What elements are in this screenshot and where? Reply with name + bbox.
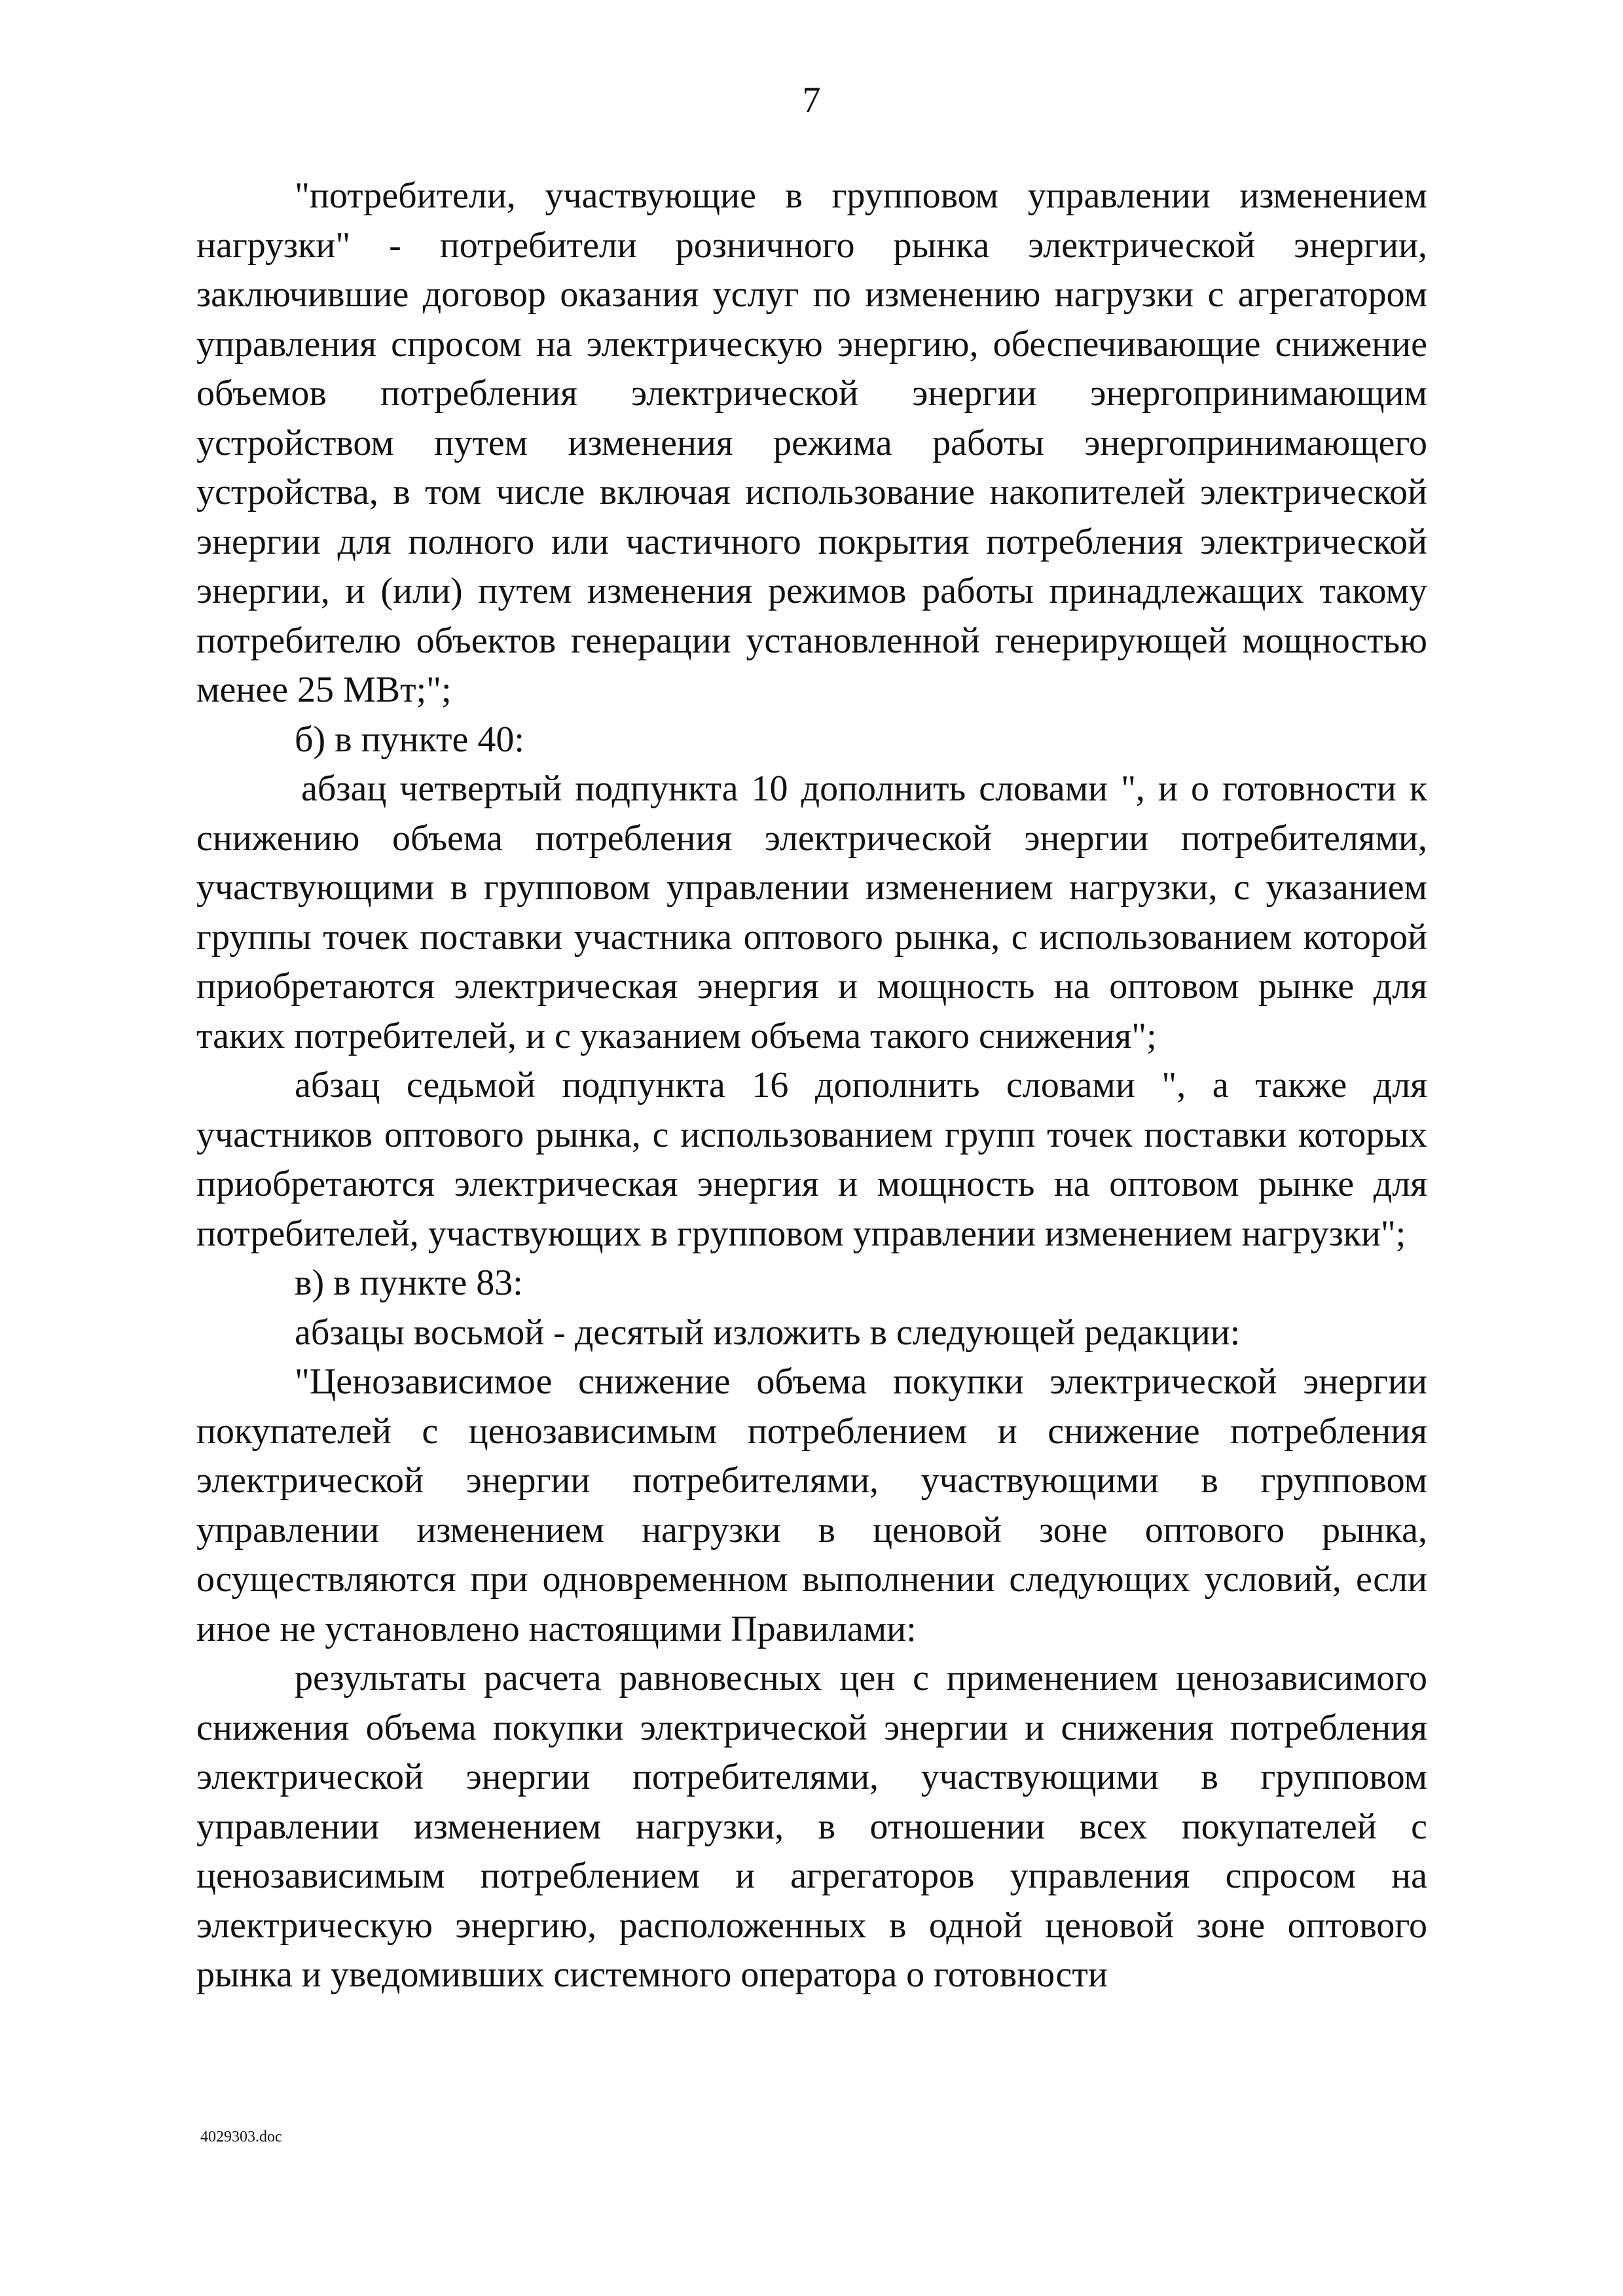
page-number: 7 bbox=[802, 80, 821, 120]
document-file-code: 4029303.doc bbox=[200, 2128, 282, 2145]
paragraph-equilibrium-prices: результаты расчета равновесных цен с применением ценозависимого снижения объема покупки электрической энергии и снижения потребления электрической энергии потребителями, участвующими в групповом управлении изменением нагрузки, в отношении всех покупателей с ценозависимым потреблением и агрегаторов управления спросом на электрическую энергию, расположенных в одной ценовой зоне оптового рынка и уведомивших системного оператора о готовности bbox=[196, 1658, 1427, 1995]
paragraph-subitem-10: абзац четвертый подпункта 10 дополнить словами ", и о готовности к снижению объема потребления электрической энергии потребителями, участвующими в групповом управлении изменением нагрузки, с указанием группы точек поставки участника оптового рынка, с использованием которой приобретаются электрическая энергия и мощность на оптовом рынке для таких потребителей, и с указанием объема такого снижения"; bbox=[196, 768, 1427, 1056]
paragraph-item-b: б) в пункте 40: bbox=[295, 719, 524, 760]
paragraph-price-dependent-reduction: "Ценозависимое снижение объема покупки электрической энергии покупателей с ценозависимым потреблением и снижение потребления электрической энергии потребителями, участвующими в групповом управлении изменением нагрузки в ценовой зоне оптового рынка, осуществляются при одновременном выполнении следующих условий, если иное не установлено настоящими Правилами: bbox=[196, 1361, 1427, 1649]
paragraph-paragraphs-8-10: абзацы восьмой - десятый изложить в следующей редакции: bbox=[295, 1312, 1241, 1353]
paragraph-definition: "потребители, участвующие в групповом управлении изменением нагрузки" - потребители розничного рынка электрической энергии, заключившие договор оказания услуг по изменению нагрузки с агрегатором управления спросом на электрическую энергию, обеспечивающие снижение объемов потребления электрической энергии энергопринимающим устройством путем изменения режима работы энергопринимающего устройства, в том числе включая использование накопителей электрической энергии для полного или частичного покрытия потребления электрической энергии, и (или) путем изменения режимов работы принадлежащих такому потребителю объектов генерации установленной генерирующей мощностью менее 25 МВт;"; bbox=[196, 175, 1427, 710]
paragraph-item-v: в) в пункте 83: bbox=[295, 1263, 523, 1303]
paragraph-subitem-16: абзац седьмой подпункта 16 дополнить словами ", а также для участников оптового рынка, с использованием групп точек поставки которых приобретаются электрическая энергия и мощность на оптовом рынке для потребителей, участвующих в групповом управлении изменением нагрузки"; bbox=[196, 1065, 1427, 1254]
document-body bbox=[196, 171, 1427, 2000]
